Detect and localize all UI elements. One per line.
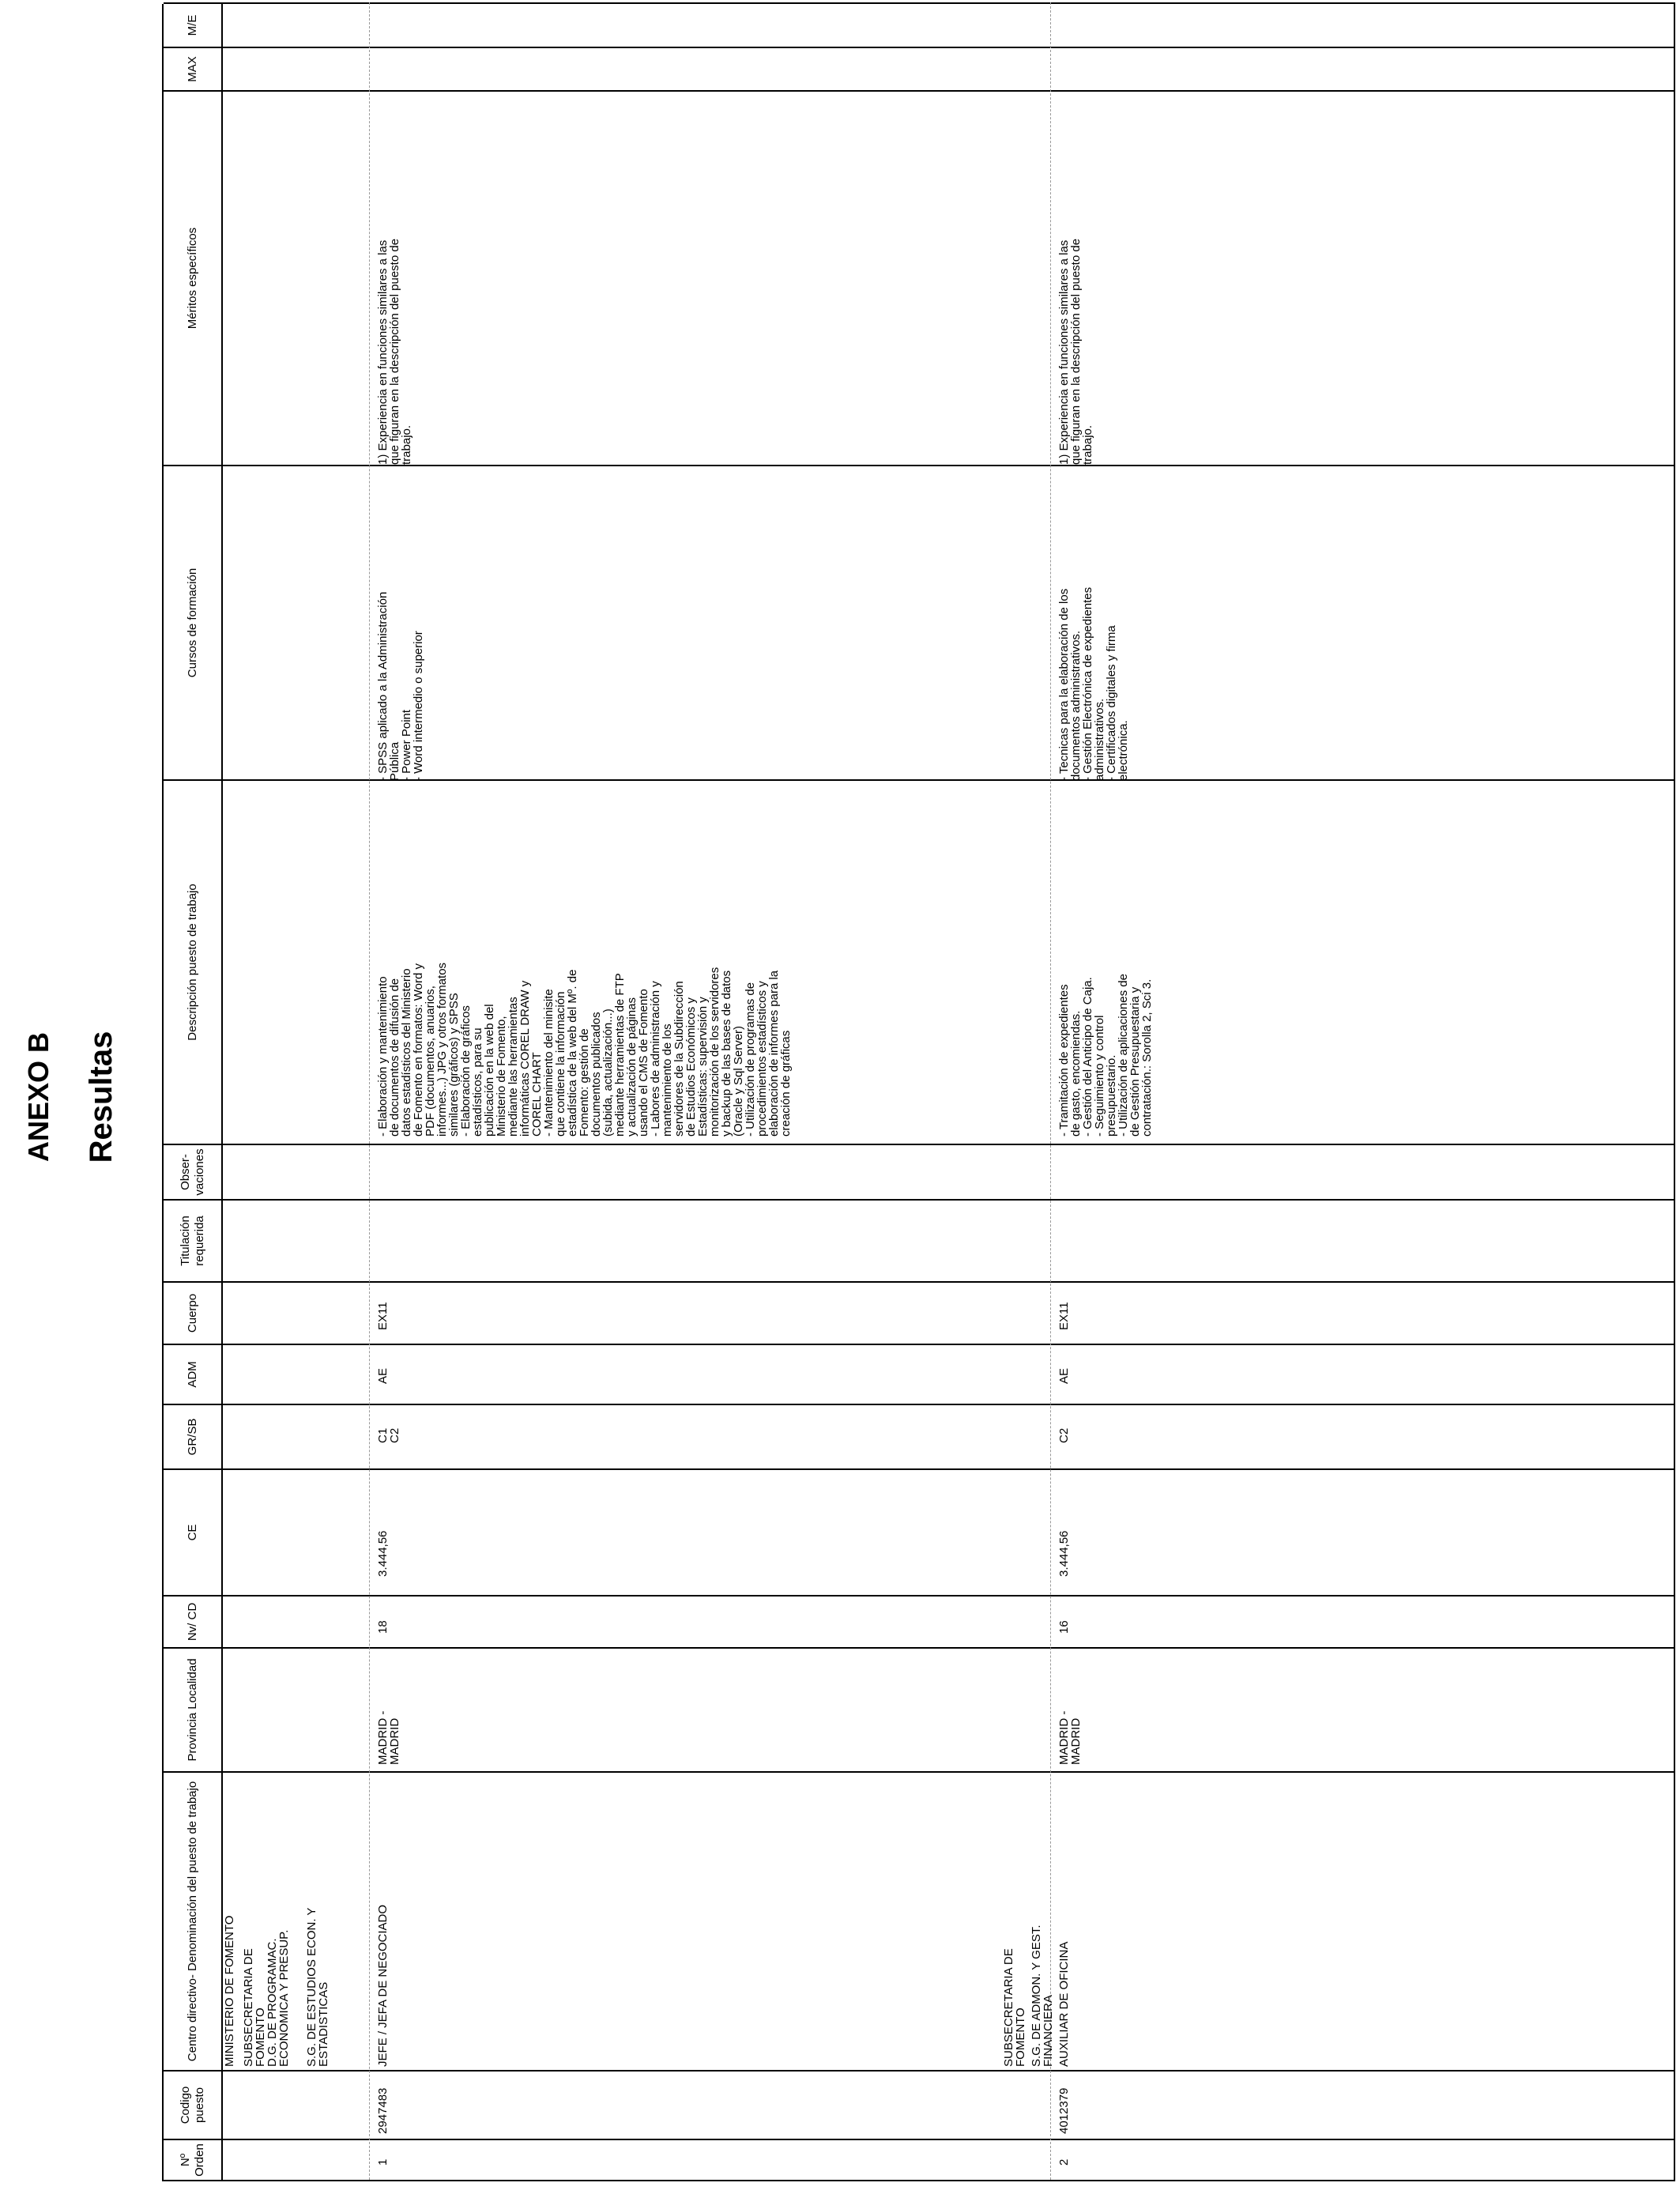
row-1-grsb: C1 C2 <box>376 1427 401 1443</box>
grid-line <box>164 465 1675 466</box>
header-titulacion: Titulación requerida <box>178 1216 206 1266</box>
grid-line <box>164 90 1675 92</box>
header-observaciones: Obser- vaciones <box>178 1148 206 1196</box>
annex-subtitle: Resultas <box>84 1031 119 1163</box>
row-2-nivel: 16 <box>1057 1620 1071 1634</box>
grid-line <box>164 1771 1675 1773</box>
header-descripcion: Descripción puesto de trabajo <box>185 884 199 1041</box>
row-2-denominacion: AUXILIAR DE OFICINA <box>1057 1941 1071 2067</box>
group-ministerio: MINISTERIO DE FOMENTO <box>223 1915 236 2067</box>
header-bottom-line <box>221 2 223 2180</box>
row-1-cuerpo: EX11 <box>376 1302 390 1330</box>
grid-line <box>164 1404 1675 1405</box>
header-me: M/E <box>185 14 199 36</box>
header-centro: Centro directivo- Denominación del puesto de trabajo <box>185 1781 199 2062</box>
group-subsecretaria: SUBSECRETARIA DE FOMENTO <box>1002 1948 1027 2067</box>
grid-line <box>164 1595 1675 1596</box>
row-2-grsb: C2 <box>1057 1427 1071 1443</box>
row-1-codigo: 2947483 <box>376 2087 390 2134</box>
row-1-meritos: 1) Experiencia en funciones similares a las que figuran en la descripción del puesto de trabajo. <box>376 238 413 465</box>
grid-line <box>164 1199 1675 1201</box>
group-dg-programac: D.G. DE PROGRAMAC. ECONOMICA Y PRESUP. <box>266 1929 291 2067</box>
grid-line <box>164 1281 1675 1283</box>
header-cuerpo: Cuerpo <box>185 1293 199 1333</box>
group-subsecretaria: SUBSECRETARIA DE FOMENTO <box>242 1948 267 2067</box>
row-2-codigo: 4012379 <box>1057 2087 1071 2134</box>
results-table <box>162 4 1675 2181</box>
header-provincia: Provincia Localidad <box>185 1658 199 1762</box>
annex-title: ANEXO B <box>22 1031 55 1163</box>
grid-line <box>164 2139 1675 2140</box>
row-separator <box>369 2 370 2180</box>
grid-line <box>164 1468 1675 1470</box>
header-adm: ADM <box>185 1361 199 1388</box>
row-1-descripcion: - Elaboración y mantenimiento de documentos de difusión de datos estadísticos del Ministerio de Fomento en formatos: Word y PDF (documentos, anuarios, informes...) JPG y otros formatos similares (gráficos) y SPSS - Elaboración de gráficos estadísticos, para su publicación en la web del Ministerio de Fomento, mediante las herramientas informáticas COREL DRAW y COREL CHART - Mantenimiento del minisite que contiene la información estadística de la web del Mº. de Fomento: gestión de documentos publicados (subida, actualización...) mediante herramientas de FTP y actualización de páginas usando el CMS de Fomento - Labores de administración y mantenimiento de los servidores de la Subdirección de Estudios Económicos y Estadísticas: supervisión y monitorización de los servidores y backup de las bases de datos (Oracle y Sql Server) - Utilización de programas de procedimientos estadísticos y elaboración de informes para la creación de gráficas <box>376 962 793 1137</box>
header-nivel: Nv/ CD <box>185 1602 199 1642</box>
row-1-ce: 3.444,56 <box>376 1530 390 1577</box>
row-1-nivel: 18 <box>376 1620 390 1634</box>
header-meritos: Méritos específicos <box>185 227 199 330</box>
header-max: MAX <box>185 56 199 82</box>
grid-line <box>164 1647 1675 1649</box>
row-1-provincia: MADRID - MADRID <box>376 1710 401 1765</box>
row-1-adm: AE <box>376 1367 390 1384</box>
header-codigo: Codigo puesto <box>178 2086 206 2124</box>
row-2-ce: 3.444,56 <box>1057 1530 1071 1577</box>
row-1-orden: 1 <box>376 2158 390 2166</box>
row-2-orden: 2 <box>1057 2158 1071 2166</box>
header-cursos: Cursos de formación <box>185 567 199 678</box>
row-2-meritos: 1) Experiencia en funciones similares a las que figuran en la descripción del puesto de trabajo. <box>1057 238 1094 465</box>
group-sg-admon: S.G. DE ADMON. Y GEST. FINANCIERA <box>1030 1924 1055 2067</box>
row-2-descripcion: - Tramitación de expedientes de gasto, encomiendas. - Gestión del Anticipo de Caja. - Seguimiento y control presupuestario. - Utilización de aplicaciones de de Gestión Presupuestaria y contratación.: Sorolla 2, Sci 3. <box>1057 974 1154 1137</box>
row-1-denominacion: JEFE / JEFA DE NEGOCIADO <box>376 1904 390 2067</box>
row-2-adm: AE <box>1057 1367 1071 1384</box>
header-grsb: GR/SB <box>185 1418 199 1456</box>
header-orden: Nº Orden <box>178 2143 206 2177</box>
grid-line <box>164 1344 1675 1345</box>
row-2-cursos: - Tecnicas para la elaboración de los documentos administrativos. - Gestión Electrónica de expedientes administrativos. - Certificados digitales y firma electrónica. <box>1057 586 1130 781</box>
row-2-cuerpo: EX11 <box>1057 1302 1071 1330</box>
table-bottom-line <box>1674 2 1675 2180</box>
grid-line <box>164 47 1675 48</box>
grid-line <box>164 1144 1675 1145</box>
grid-line <box>164 2 1675 4</box>
grid-line <box>164 2070 1675 2071</box>
row-1-cursos: - SPSS aplicado a la Administración Pública - Power Point - Word intermedio o superior <box>376 591 425 781</box>
header-ce: CE <box>185 1524 199 1541</box>
group-sg-estudios: S.G. DE ESTUDIOS ECON. Y ESTADISTICAS <box>305 1907 330 2067</box>
row-2-provincia: MADRID - MADRID <box>1057 1710 1083 1765</box>
